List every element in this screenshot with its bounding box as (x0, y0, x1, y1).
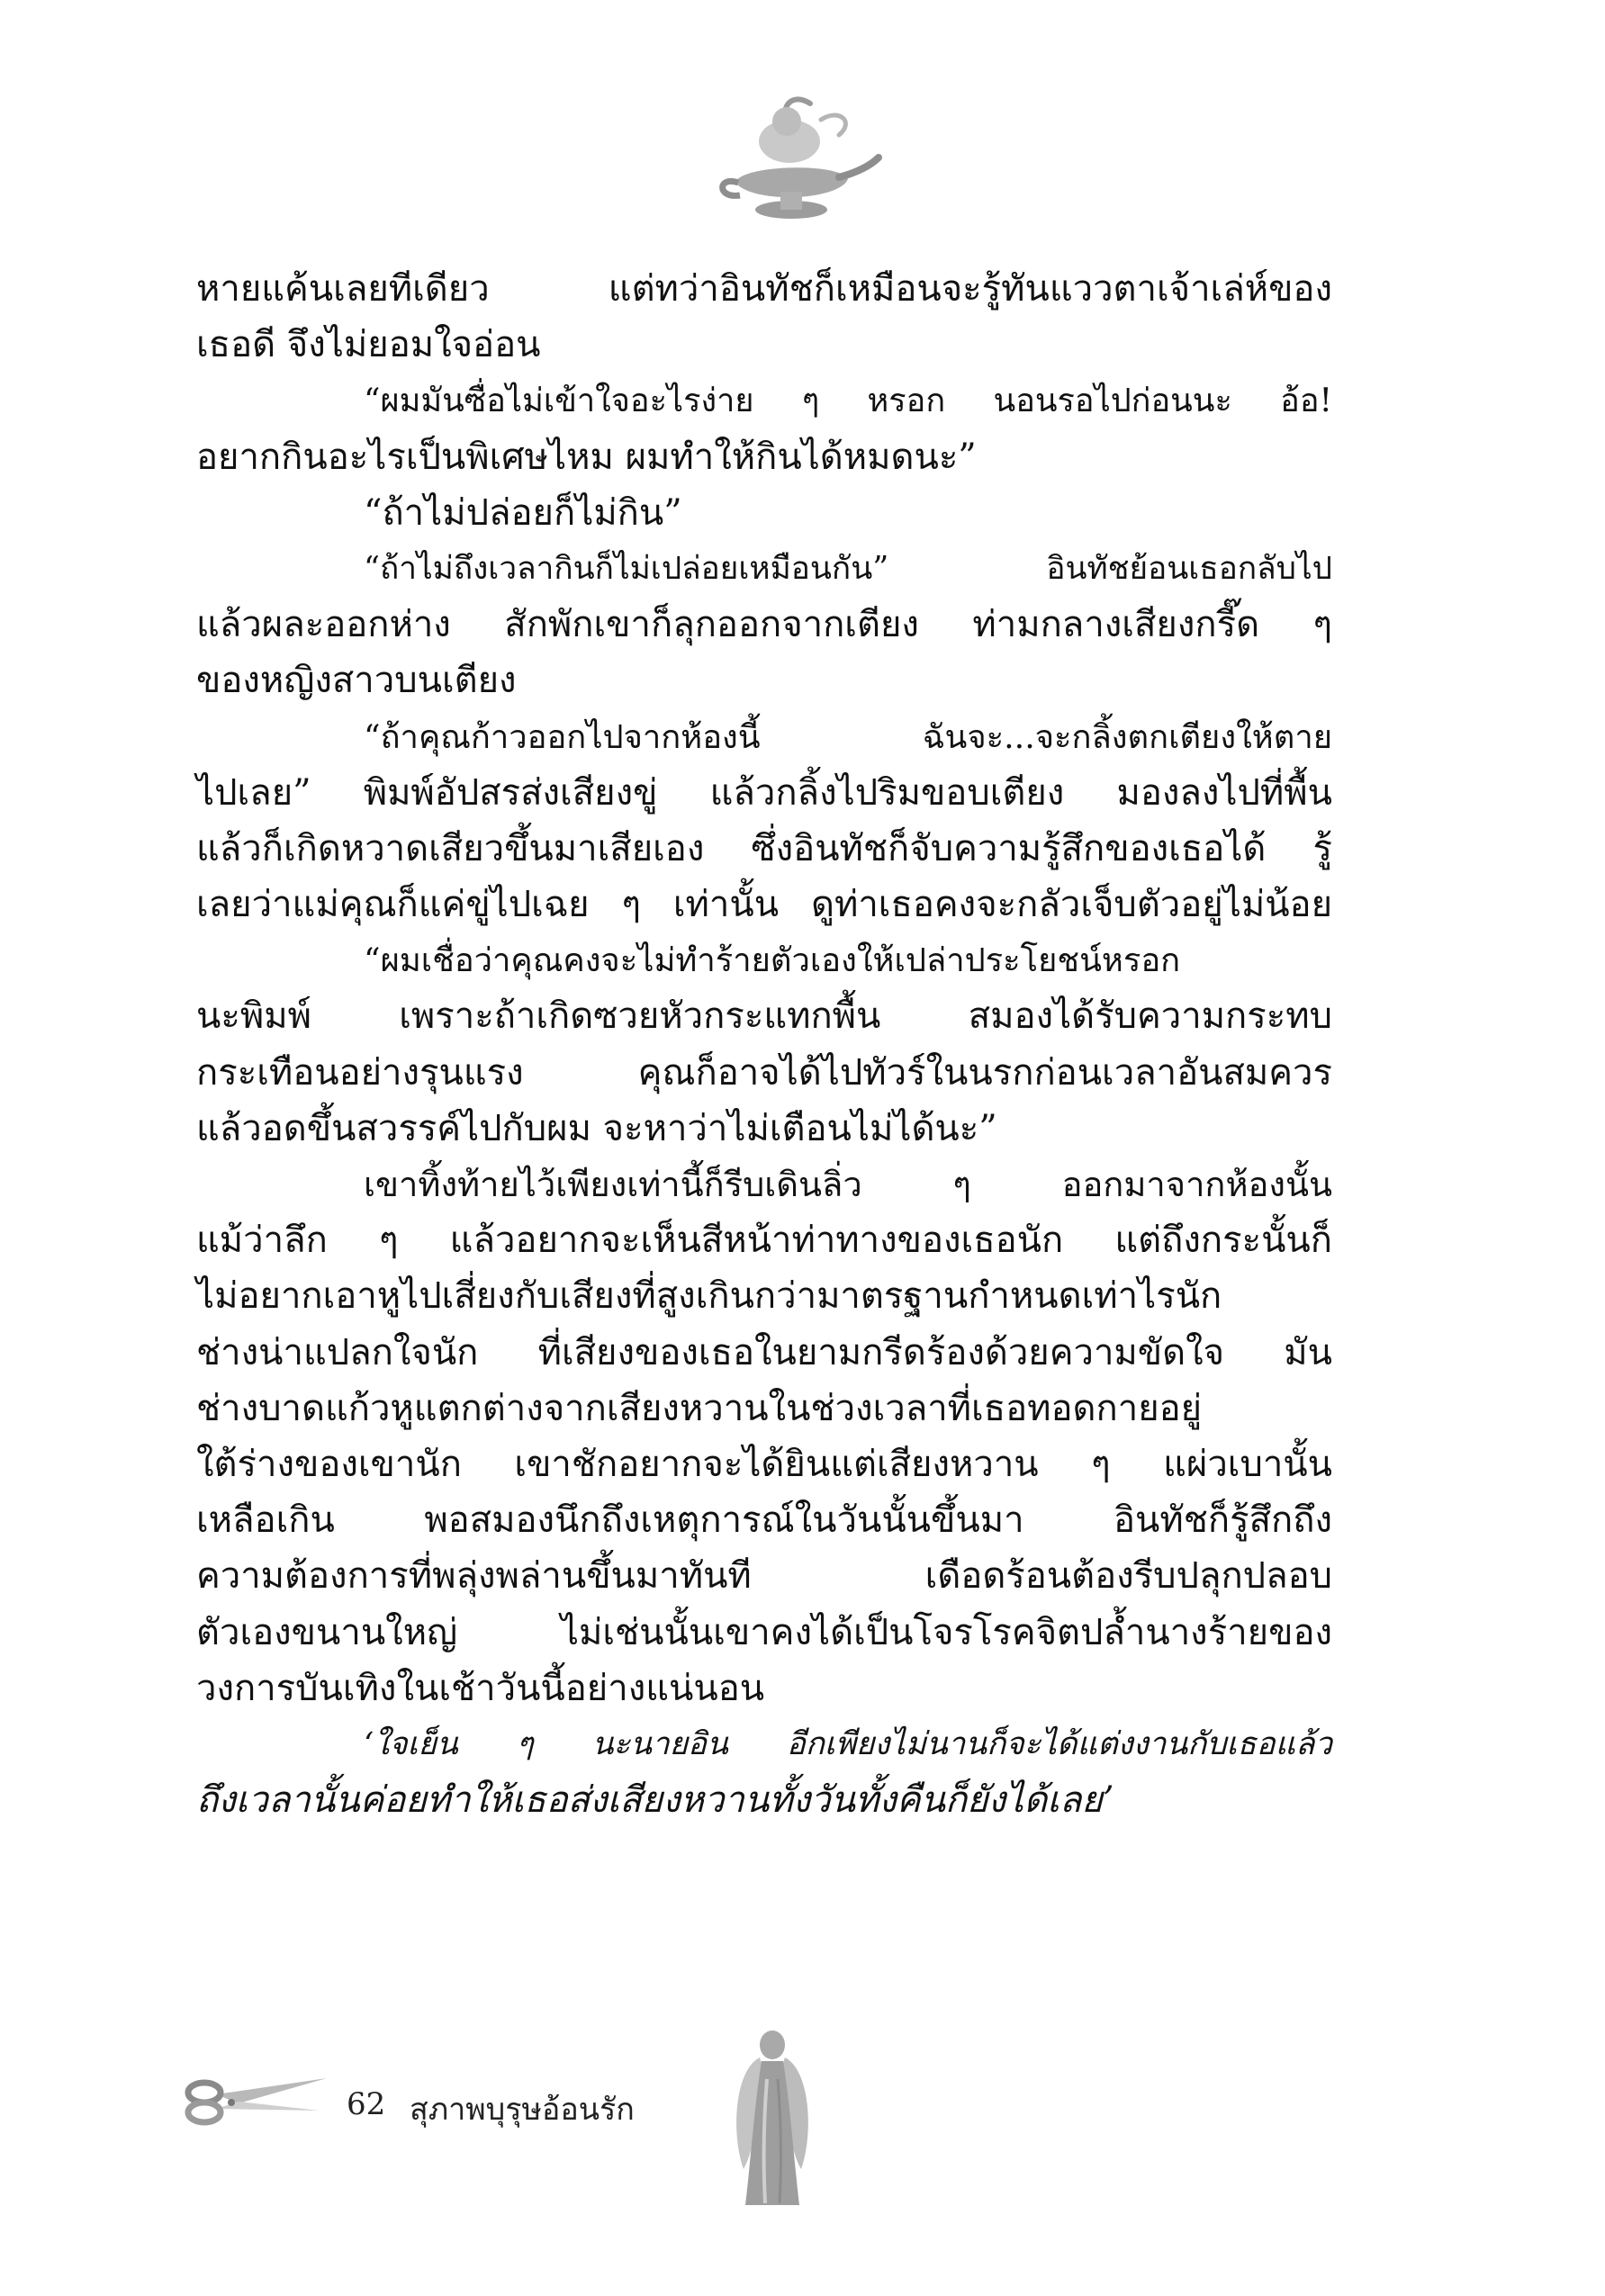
text-line: “ผมมันซื่อไม่เข้าใจอะไรง่าย ๆ หรอก นอนรอไปก่อนนะ อ้อ! (364, 382, 1332, 420)
text-line: ถึงเวลานั้นค่อยทำให้เธอส่งเสียงหวานทั้งวันทั้งคืนก็ยังได้เลย’ (196, 1779, 1114, 1822)
text-line: ไม่อยากเอาหูไปเสี่ยงกับเสียงที่สูงเกินกว่ามาตรฐานกำหนดเท่าไรนัก (196, 1275, 1222, 1318)
genie-lamp-icon (704, 86, 884, 239)
text-line: ไปเลย” พิมพ์อัปสรส่งเสียงขู่ แล้วกลิ้งไปริมขอบเตียง มองลงไปที่พื้น (196, 771, 1332, 814)
text-line: “ถ้าไม่ปล่อยก็ไม่กิน” (364, 491, 682, 534)
text-line: แล้วก็เกิดหวาดเสียวขึ้นมาเสียเอง ซึ่งอินทัชก็จับความรู้สึกของเธอได้ รู้ (196, 827, 1332, 869)
text-line: วงการบันเทิงในเช้าวันนี้อย่างแน่นอน (196, 1667, 765, 1709)
text-line: “ผมเชื่อว่าคุณคงจะไม่ทำร้ายตัวเองให้เปล่าประโยชน์หรอก (364, 941, 1181, 980)
text-line: ความต้องการที่พลุ่งพล่านขึ้นมาทันที เดือดร้อนต้องรีบปลุกปลอบ (196, 1555, 1332, 1598)
text-line: ตัวเองขนานใหญ่ ไม่เช่นนั้นเขาคงได้เป็นโจรโรคจิตปล้ำนางร้ายของ (196, 1611, 1332, 1653)
text-line: อยากกินอะไรเป็นพิเศษไหม ผมทำให้กินได้หมดนะ” (196, 436, 977, 478)
text-line: เหลือเกิน พอสมองนึกถึงเหตุการณ์ในวันนั้นขึ้นมา อินทัชก็รู้สึกถึง (196, 1499, 1332, 1542)
text-line: ของหญิงสาวบนเตียง (196, 660, 517, 702)
text-line: เลยว่าแม่คุณก็แค่ขู่ไปเฉย ๆ เท่านั้น ดูท่าเธอคงจะกลัวเจ็บตัวอยู่ไม่น้อย (196, 884, 1332, 926)
text-line: แม้ว่าลึก ๆ แล้วอยากจะเห็นสีหน้าท่าทางของเธอนัก แต่ถึงกระนั้นก็ (196, 1220, 1332, 1262)
text-line: เธอดี จึงไม่ยอมใจอ่อน (196, 324, 541, 366)
text-line: ใต้ร่างของเขานัก เขาชักอยากจะได้ยินแต่เสียงหวาน ๆ แผ่วเบานั้น (196, 1443, 1332, 1485)
scissors-icon (185, 2075, 329, 2129)
text-line: “ถ้าคุณก้าวออกไปจากห้องนี้ ฉันจะ...จะกลิ้งตกเตียงให้ตาย (364, 716, 1332, 756)
text-line: เขาทิ้งท้ายไว้เพียงเท่านี้ก็รีบเดินลิ่ว ๆ ออกมาจากห้องนั้น (364, 1165, 1332, 1204)
angel-figure-icon (727, 2025, 817, 2210)
text-line: ‘ใจเย็น ๆ นะนายอิน อีกเพียงไม่นานก็จะได้แต่งงานกับเธอแล้ว (364, 1725, 1332, 1762)
text-line: หายแค้นเลยทีเดียว แต่ทว่าอินทัชก็เหมือนจะรู้ทันแววตาเจ้าเล่ห์ของ (196, 268, 1332, 310)
text-line: แล้วอดขึ้นสวรรค์ไปกับผม จะหาว่าไม่เตือนไม่ได้นะ” (196, 1107, 997, 1149)
text-line: แล้วผละออกห่าง สักพักเขาก็ลุกออกจากเตียง ท่ามกลางเสียงกรี๊ด ๆ (196, 604, 1332, 646)
text-line: นะพิมพ์ เพราะถ้าเกิดซวยหัวกระแทกพื้น สมองได้รับความกระทบ (196, 995, 1332, 1038)
text-line: “ถ้าไม่ถึงเวลากินก็ไม่เปล่อยเหมือนกัน” อินทัชย้อนเธอกลับไป (364, 549, 1332, 587)
page-number: 62 (347, 2086, 386, 2122)
text-line: ช่างน่าแปลกใจนัก ที่เสียงของเธอในยามกรีดร้องด้วยความขัดใจ มัน (196, 1331, 1332, 1373)
book-title: สุภาพบุรุษอ้อนรัก (410, 2092, 635, 2128)
text-line: กระเทือนอย่างรุนแรง คุณก็อาจได้ไปทัวร์ในนรกก่อนเวลาอันสมควร (196, 1051, 1332, 1094)
body-text (196, 261, 1332, 1828)
text-line: ช่างบาดแก้วหูแตกต่างจากเสียงหวานในช่วงเวลาที่เธอทอดกายอยู่ (196, 1387, 1203, 1429)
